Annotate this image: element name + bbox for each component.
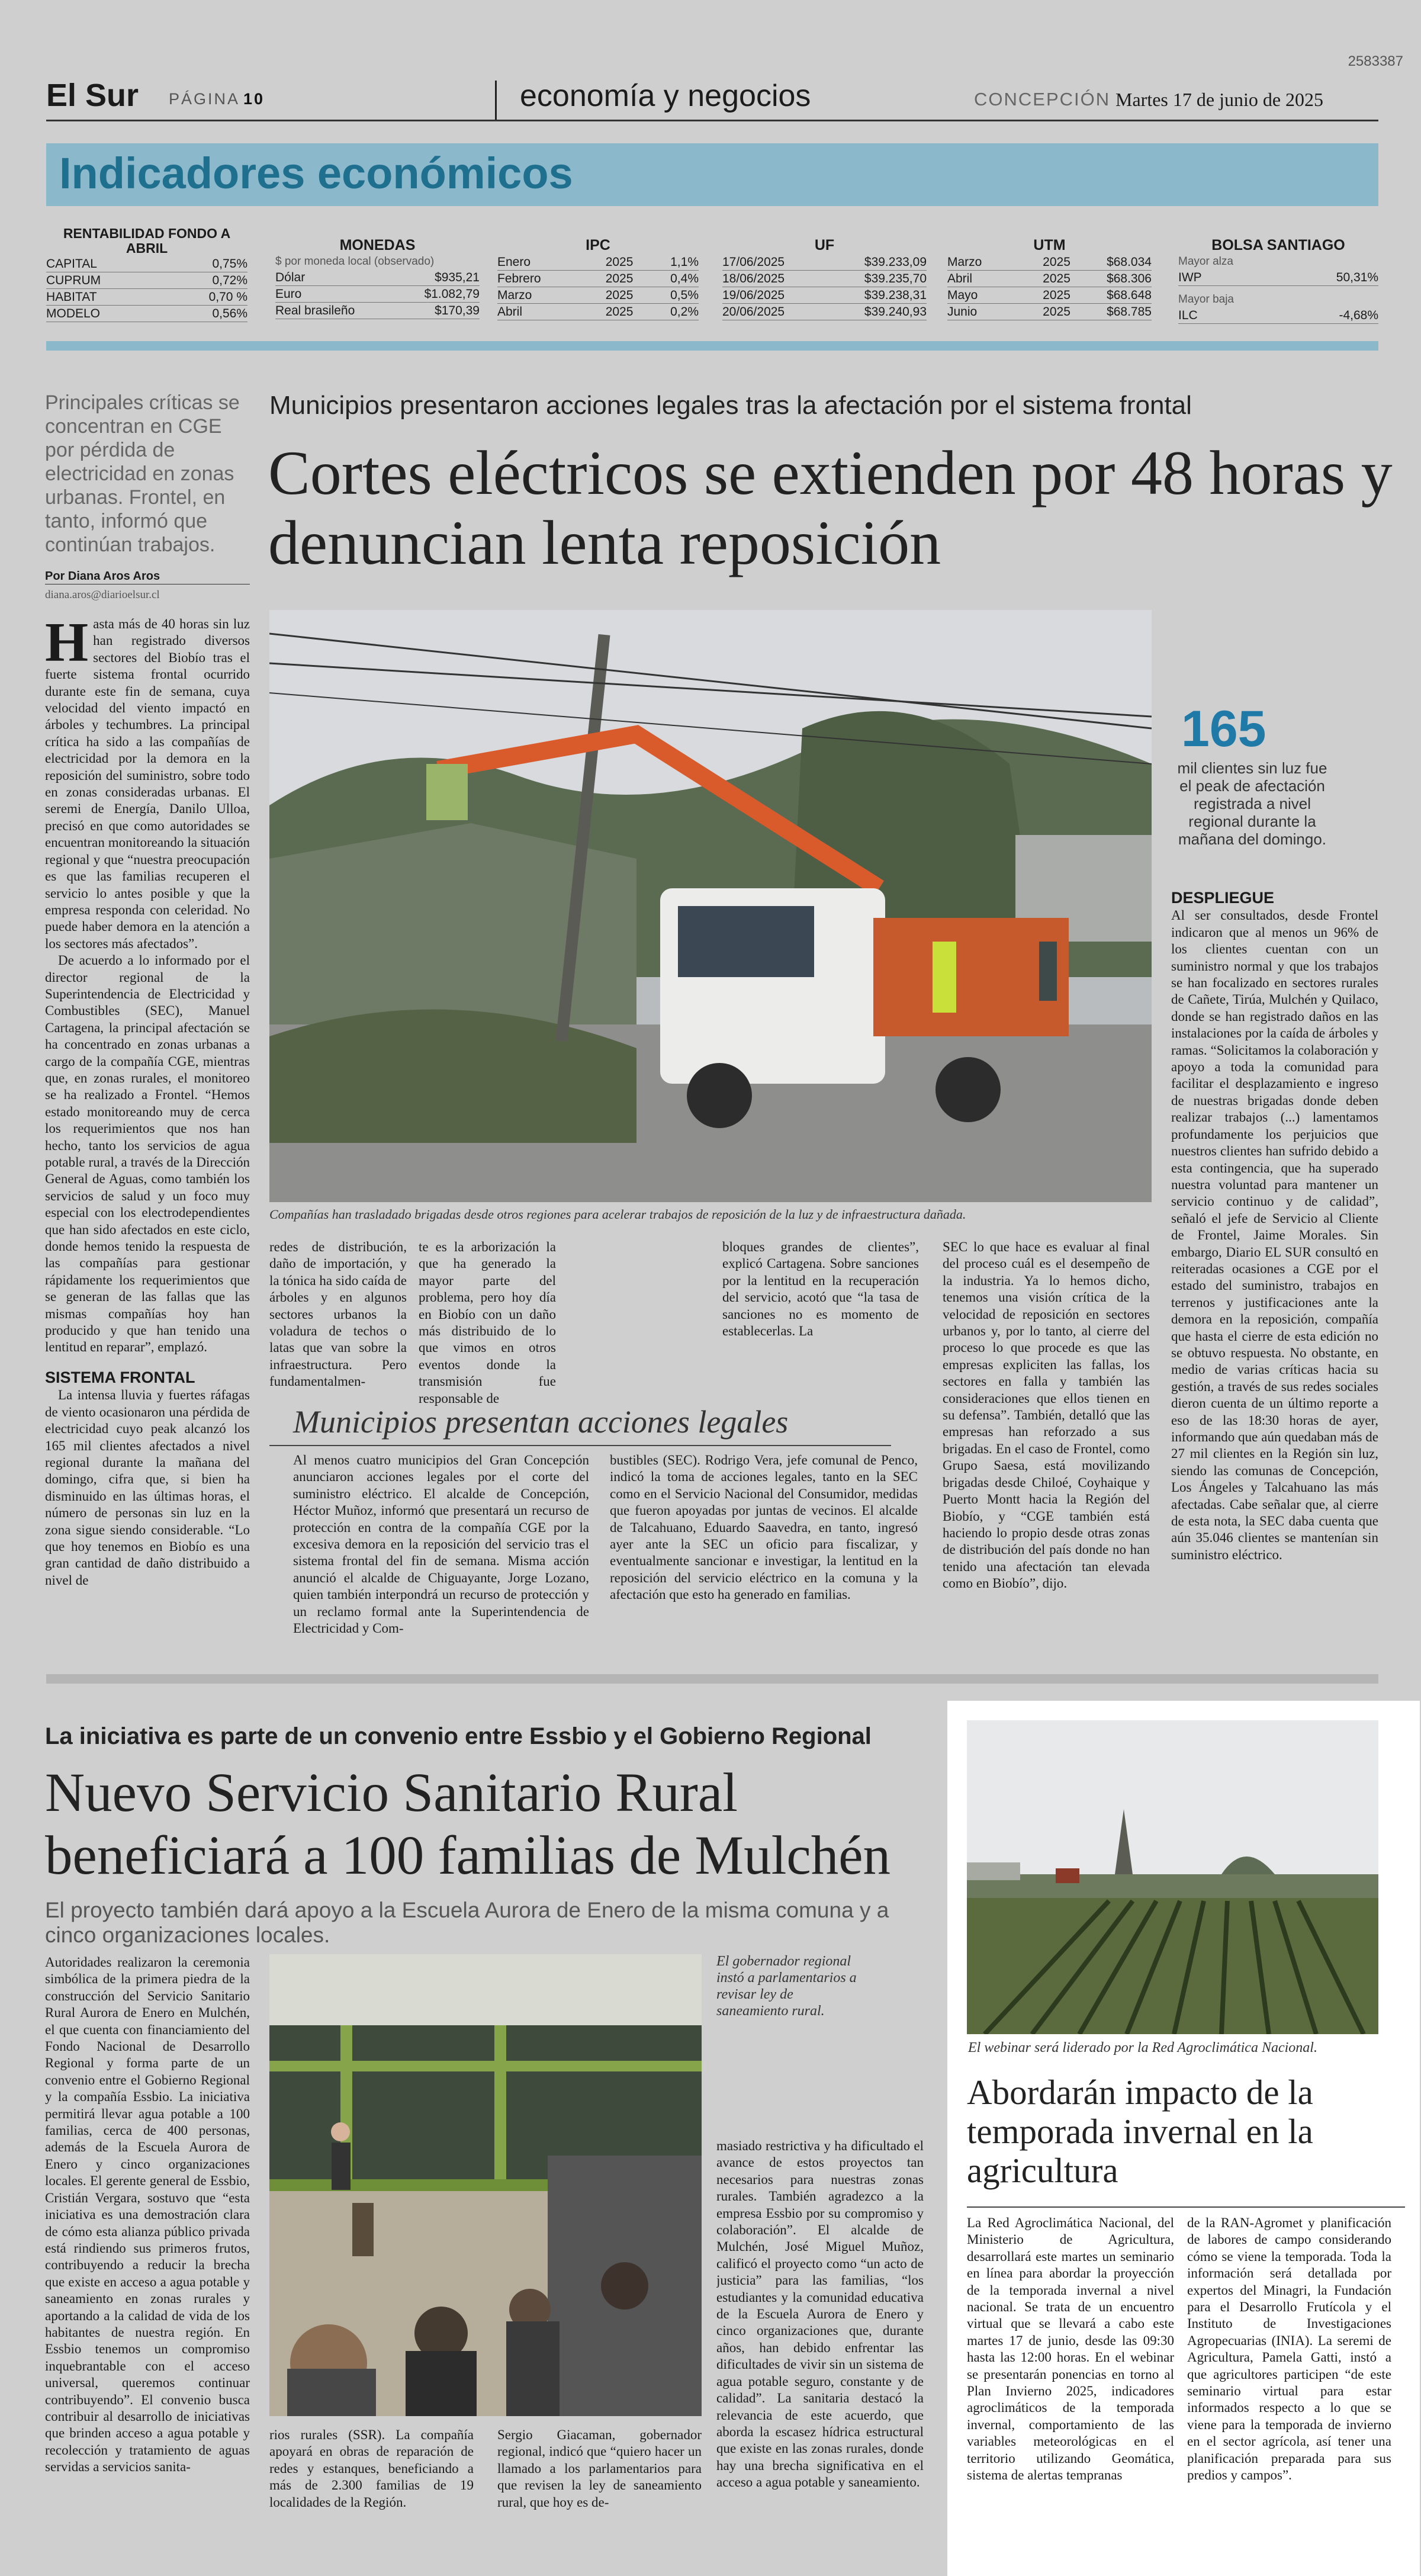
- row-label: Mayo: [947, 288, 978, 302]
- header-divider: [495, 81, 497, 120]
- row-label: Marzo: [497, 288, 532, 302]
- story2-column-4: [716, 2138, 924, 2564]
- newspaper-brand[interactable]: El Sur: [46, 78, 139, 113]
- bolsa-menor-label: Mayor baja: [1178, 293, 1234, 306]
- row-year: 2025: [1043, 305, 1070, 319]
- row-year: 2025: [605, 255, 634, 269]
- indicator-row: [722, 254, 927, 271]
- story1-column-4: [722, 1239, 919, 1340]
- row-value: $68.034: [1107, 255, 1152, 269]
- paragraph: bloques grandes de clientes”, explicó Cartagena. Sobre sanciones por la lentitud en la recuperación del servicio, acotó que “la tasa de sanciones no es momento de establecerlas. La: [722, 1239, 919, 1339]
- indicator-row: [497, 254, 699, 271]
- story1-stat-text: mil clientes sin luz fue el peak de afectación registrada a nivel regional durante la mañana del domingo.: [1177, 759, 1327, 848]
- story1-column-6: [1171, 889, 1378, 1655]
- row-value: $170,39: [435, 304, 480, 317]
- crop-field-image: [967, 1720, 1378, 2034]
- story2-subtitle: El proyecto también dará apoyo a la Escuela Aurora de Enero de la misma comuna y a cinco organizaciones locales.: [45, 1898, 889, 1947]
- row-label: Dólar: [275, 271, 306, 284]
- subhead-despliegue: DESPLIEGUE: [1171, 889, 1275, 907]
- row-label: HABITAT: [46, 290, 97, 304]
- paragraph: Sergio Giacaman, gobernador regional, indicó que “quiero hacer un llamado a los parlamentarios para que revisen la ley de saneamiento rural, que hoy es de-: [497, 2427, 702, 2510]
- row-value: $39.233,09: [864, 255, 927, 269]
- paragraph: asta más de 40 horas sin luz han registrado diversos sectores del Biobío tras el fuerte sistema frontal ocurrido durante este fin de semana, cuya velocidad del viento impactó en árboles y techumbres. La principal crítica ha sido a las compañías de electricidad por la demora en la reposición del suministro, sobre todo en zonas consideradas urbanas. El seremi de Energía, Danilo Ulloa, precisó en que como autoridades se encuentran monitoreando la situación regional y que “nuestra preocupación es que las familias recuperen el servicio lo antes posible y que la empresa responda con celeridad. No puede haber demora en la atención a los sectores más afectados”.: [45, 616, 250, 951]
- row-label: Real brasileño: [275, 304, 355, 317]
- row-label: Febrero: [497, 272, 541, 285]
- row-value: 0,72%: [212, 274, 247, 287]
- page-label: [169, 90, 265, 108]
- row-value: $68.648: [1107, 288, 1152, 302]
- story1-photo: [269, 610, 1152, 1202]
- story1-sidekick: Principales críticas se concentran en CGE por pérdida de electricidad en zonas urbanas. Frontel, en tanto, informó que continúan trabajos.: [45, 391, 240, 556]
- indicator-row: [1178, 269, 1378, 286]
- indicator-row: [497, 304, 699, 320]
- story3-column-1: [967, 2215, 1174, 2564]
- indicator-row: [275, 286, 480, 303]
- row-value: 50,31%: [1336, 271, 1378, 284]
- row-label: MODELO: [46, 307, 101, 320]
- indicator-ipc: [497, 237, 699, 320]
- row-value: $68.785: [1107, 305, 1152, 319]
- row-value: 0,75%: [212, 257, 247, 271]
- row-value: $935,21: [435, 271, 480, 284]
- indicator-uf: [722, 237, 927, 320]
- row-value: $1.082,79: [424, 287, 480, 301]
- page-label-text: PÁGINA: [169, 90, 240, 108]
- row-value: $39.238,31: [864, 288, 927, 302]
- page-number: 10: [243, 90, 265, 108]
- indicator-row: [497, 287, 699, 304]
- story1-byline: Por Diana Aros Aros: [45, 570, 160, 583]
- row-label: Euro: [275, 287, 302, 301]
- indicator-row: [947, 304, 1152, 320]
- indicator-rentabilidad: [46, 226, 247, 322]
- ceremony-image: [269, 1954, 702, 2416]
- indicator-utm: [947, 237, 1152, 320]
- story2-upper-title: La iniciativa es parte de un convenio entre Essbio y el Gobierno Regional: [45, 1723, 872, 1749]
- story3-photo: [967, 1720, 1378, 2034]
- paragraph: SEC lo que hace es evaluar al final del proceso cuál es el desempeño de la industria. Ya lo hemos dicho, tenemos una visión crítica de la velocidad de reposición en sectores urbanos y, por lo tanto, al cierre del proceso lo que procede es que las empresas expliciten las fallas, los sectores en falla y también las consideraciones que ellos tienen en su defensa”. También, detalló que las empresas han reforzado a sus brigadas. En el caso de Frontel, como Grupo Saesa, está movilizando brigadas desde Chiloé, Coyhaique y Puerto Montt hacia la Región del Biobío, y “CGE también está haciendo lo propio desde otras zonas de distribución del país donde no han tenido una afectación tan elevada como en Biobío”, dijo.: [943, 1239, 1150, 1591]
- story3-column-2: [1187, 2215, 1391, 2564]
- paragraph: de la RAN-Agromet y planificación de labores de campo considerando cómo se viene la temporada. Toda la información será detallada por expertos del Minagri, la Fundación para el Desarrollo Frutícola y el Instituto de Investigaciones Agropecuarias (INIA). La seremi de Agricultura, Pamela Gatti, instó a que agricultores participen “de este seminario virtual para estar informados respecto a lo que se viene para la temporada de invierno en el sector agrícola, así tener una planificación preparada para sus predios y campos”.: [1187, 2215, 1391, 2483]
- story2-column-1: [45, 1954, 250, 2564]
- row-value: -4,68%: [1339, 309, 1378, 322]
- monedas-subtitle: $ por moneda local (observado): [275, 255, 435, 268]
- story2-column-3: [497, 2427, 702, 2511]
- story1-email[interactable]: diana.aros@diarioelsur.cl: [45, 589, 160, 601]
- story2-pull-quote: El gobernador regional instó a parlamentarios a revisar ley de saneamiento rural.: [716, 1954, 857, 2019]
- indicator-row: [46, 289, 247, 306]
- indicator-row: [722, 287, 927, 304]
- row-value: $39.235,70: [864, 272, 927, 285]
- paragraph: bustibles (SEC). Rodrigo Vera, jefe comunal de Penco, indicó la toma de acciones legales, tanto en la SEC como en el Servicio Nacional del Consumidor, medidas que fueron apoyadas por juntas de vecinos. El alcalde de Talcahuano, Eduardo Saavedra, en tanto, ingresó ayer ante la SEC un oficio para fiscalizar, y eventualmente sancionar e investigar, la lentitud en la reposición del servicio eléctrico en la comuna y la afectación que esto ha generado en familias.: [610, 1453, 918, 1602]
- paragraph: te es la arborización la que ha generado la mayor parte del problema, pero hoy día en Biobío con un daño más distribuido de lo que vimos en otros eventos donde la transmisión fue responsable de: [419, 1239, 556, 1406]
- indicator-row: [275, 269, 480, 286]
- row-value: 0,2%: [670, 305, 699, 319]
- row-value: 1,1%: [670, 255, 699, 269]
- box-rule: [269, 1445, 891, 1446]
- row-year: 2025: [605, 288, 634, 302]
- row-value: $68.306: [1107, 272, 1152, 285]
- drop-cap: H: [45, 616, 89, 673]
- row-year: 2025: [1043, 255, 1070, 269]
- story1-column-2: [269, 1239, 407, 1390]
- row-label: CAPITAL: [46, 257, 97, 271]
- story1-column-5: [943, 1239, 1150, 1653]
- city-label: CONCEPCIÓN: [974, 89, 1111, 110]
- row-label: 19/06/2025: [722, 288, 785, 302]
- row-label: Junio: [947, 305, 978, 319]
- indicator-row: [497, 271, 699, 287]
- story2-headline: Nuevo Servicio Sanitario Rural beneficiará a 100 familias de Mulchén: [45, 1762, 890, 1886]
- row-label: 17/06/2025: [722, 255, 785, 269]
- indicator-row: [947, 254, 1152, 271]
- row-label: 20/06/2025: [722, 305, 785, 319]
- indicator-row: [947, 287, 1152, 304]
- monedas-title: MONEDAS: [339, 237, 416, 253]
- row-label: Abril: [947, 272, 973, 285]
- row-label: Abril: [497, 305, 523, 319]
- paragraph: Autoridades realizaron la ceremonia simbólica de la primera piedra de la construcción del Servicio Sanitario Rural Aurora de Enero en Mulchén, el que cuenta con financiamiento del Fondo Nacional de Desarrollo Regional y forma parte de un convenio entre el Gobierno Regional y la compañía Essbio. La iniciativa permitirá llevar agua potable a 100 familias, cerca de 400 personas, además de la Escuela Aurora de Enero y cinco organizaciones locales. El gerente general de Essbio, Cristián Vergara, sostuvo que “esta iniciativa es una demostración clara de cómo esta alianza público privada está rindiendo sus primeros frutos, contribuyendo a reducir la brecha que existe en acceso a agua potable y saneamiento en zonas rurales y aportando a la calidad de vida de los habitantes de nuestra región. En Essbio tenemos un compromiso inquebrantable con el acceso universal, queremos continuar contribuyendo”. El convenio busca contribuir al desarrollo de iniciativas que brinden acceso a agua potable y recolección y tratamiento de aguas servidas a servicios sanita-: [45, 1955, 250, 2475]
- box-column-2: [610, 1452, 918, 1647]
- page-reference-number: 2583387: [1348, 53, 1403, 69]
- indicator-monedas: [275, 237, 480, 319]
- story1-photo-caption: Compañías han trasladado brigadas desde otros regiones para acelerar trabajos de reposición de la luz y de infraestructura dañada.: [269, 1207, 966, 1222]
- bolsa-title: BOLSA SANTIAGO: [1211, 237, 1345, 253]
- paragraph: De acuerdo a lo informado por el director regional de la Superintendencia de Electricidad y Combustibles (SEC), Manuel Cartagena, la principal afectación se ha concentrado en zonas urbanas a cargo de la compañía CGE, mientras que, en zonas rurales, el monitoreo se ha realizado a Frontel. “Hemos estado monitoreando muy de cerca los requerimientos que nos han hecho, tanto los servicios de agua potable rural, a través de la Dirección General de Aguas, como también los servicios de salud y un foco muy especial con los electrodependientes que han sido afectados en este ciclo, donde hemos tenido la respuesta de las compañías para gestionar rápidamente los requerimientos que se generan de las fallas que las mismas compañías hoy han producido y que han tenido una lentitud en reparar”, emplazó.: [45, 953, 250, 1355]
- story1-stat-number: 165: [1181, 701, 1266, 757]
- indicator-row: [1178, 307, 1378, 324]
- section-separator: [46, 1674, 1378, 1684]
- section-title: economía y negocios: [520, 79, 811, 113]
- row-year: 2025: [605, 272, 634, 285]
- subhead-sistema-frontal: SISTEMA FRONTAL: [45, 1368, 195, 1386]
- utm-title: UTM: [1033, 237, 1066, 253]
- story3-rule: [967, 2206, 1405, 2208]
- story3-photo-caption: El webinar será liderado por la Red Agroclimática Nacional.: [968, 2040, 1317, 2055]
- indicator-row: [722, 271, 927, 287]
- story1-headline: Cortes eléctricos se extienden por 48 horas y denuncian lenta reposición: [268, 438, 1393, 577]
- indicator-row: [46, 306, 247, 322]
- paragraph: La intensa lluvia y fuertes ráfagas de viento ocasionaron una pérdida de electricidad cuyo peak alcanzó los 165 mil clientes afectados a nivel regional durante la mañana del domingo, cifra que, si bien ha disminuido en las últimas horas, el número de personas sin luz en la zona sigue siendo considerable. “Lo que hoy tenemos en Biobío es una gran cantidad de daño distribuido a nivel de: [45, 1387, 250, 1588]
- row-year: 2025: [605, 305, 634, 319]
- box-title: Municipios presentan acciones legales: [293, 1404, 789, 1440]
- indicator-row: [947, 271, 1152, 287]
- indicator-row: [46, 272, 247, 289]
- row-year: 2025: [1043, 288, 1070, 302]
- indicator-row: [722, 304, 927, 320]
- paragraph: rios rurales (SSR). La compañía apoyará en obras de reparación de redes y estanques, beneficiando a más de 2.300 familias de 19 localidades de la Región.: [269, 2427, 474, 2510]
- indicator-row: [46, 256, 247, 272]
- paragraph: Al ser consultados, desde Frontel indicaron que al menos un 96% de los clientes cuentan con un suministro normal y que los trabajos se han focalizado en sectores rurales de Cañete, Tirúa, Mulchén y Quilaco, donde se han registrado daños en las instalaciones por la caída de árboles y ramas. “Solicitamos la colaboración y apoyo a toda la comunidad para facilitar el desplazamiento e ingreso de nuestras brigadas donde deben realizar trabajos (...) lamentamos profundamente los perjuicios que nuestros clientes han sufrido debido a esta contingencia, que ha superado nuestra voluntad para mantener un servicio continuo y de calidad”, señaló el jefe de Servicio al Cliente de Frontel, Jaime Morales. Sin embargo, Diario EL SUR consultó en reiteradas ocasiones a CGE por el estado del suministro, trabajos en terrenos y justificaciones ante la demora en la reposición, compañía que hasta el cierre de esta edición no se obtuvo respuesta. No obstante, en medio de varias críticas hacia su gestión, a través de sus redes sociales dieron cuenta de un último reporte a eso de las 18:30 horas de ayer, informando que aún quedaban más de 27 mil clientes en la Región sin luz, siendo las comunas de Concepción, Los Ángeles y Talcahuano las más afectadas. Cabe señalar que, al cierre de esta nota, la SEC daba cuenta que aún 35.046 clientes se mantenían sin suministro eléctrico.: [1171, 908, 1378, 1562]
- story1-upper-title: Municipios presentaron acciones legales tras la afectación por el sistema frontal: [269, 391, 1192, 420]
- row-label: ILC: [1178, 309, 1198, 322]
- rentabilidad-title: RENTABILIDAD FONDO A ABRIL: [63, 226, 231, 256]
- story1-column-1: [45, 616, 250, 1636]
- row-label: CUPRUM: [46, 274, 101, 287]
- paragraph: redes de distribución, daño de importación, y la tónica ha sido caída de árboles y en algunos sectores urbanos la voladura de techos o latas que van sobre la infraestructura. Pero fundamentalmen-: [269, 1239, 407, 1389]
- indicator-bolsa: [1178, 237, 1378, 324]
- bolsa-mayor-label: Mayor alza: [1178, 255, 1233, 268]
- row-value: 0,70 %: [208, 290, 247, 304]
- ipc-title: IPC: [586, 237, 610, 253]
- paragraph: masiado restrictiva y ha dificultado el avance de estos proyectos tan necesarios para nuestras zonas rurales. También agradezco a la empresa Essbio por su compromiso y colaboración”. El alcalde de Mulchén, José Miguel Muñoz, calificó el proyecto como “un acto de justicia” para las familias, “los estudiantes y la comunidad educativa de la Escuela Aurora de Enero y cinco organizaciones que, durante años, han debido enfrentar las dificultades de vivir sin un sistema de agua potable seguro, constante y de calidad”. La sanitaria destacó la relevancia de este acuerdo, que aborda la escasez hídrica estructural que existe en las zonas rurales, donde hay una brecha significativa en el acceso a agua potable y saneamiento.: [716, 2138, 924, 2490]
- row-value: 0,5%: [670, 288, 699, 302]
- row-value: $39.240,93: [864, 305, 927, 319]
- row-label: 18/06/2025: [722, 272, 785, 285]
- row-value: 0,56%: [212, 307, 247, 320]
- paragraph: Al menos cuatro municipios del Gran Concepción anunciaron acciones legales por el corte del suministro eléctrico. El alcalde de Concepción, Héctor Muñoz, informó que presentará un recurso de protección en contra de la compañía CGE por la excesiva demora en la reposición del servicio tras el sistema frontal del fin de semana. Misma acción anunció el alcalde de Chiguayante, Jorge Lozano, quien también interpondrá un recurso de protección y un reclamo formal ante la Superintendencia de Electricidad y Com-: [293, 1453, 589, 1636]
- indicators-bottom-bar: [46, 341, 1378, 351]
- paragraph: La Red Agroclimática Nacional, del Ministerio de Agricultura, desarrollará este martes un seminario en línea para abordar la proyección de la temporada invernal a nivel nacional. Se trata de un encuentro virtual que se llevará a cabo este martes 17 de junio, desde las 09:30 hasta las 12:00 horas. En el webinar se presentarán ponencias en torno al Plan Invierno 2025, indicadores agroclimáticos de la temporada invernal, comportamiento de las variables meteorológicas en el territorio utilizando Geomática, sistema de alertas tempranas: [967, 2215, 1174, 2483]
- row-label: Marzo: [947, 255, 982, 269]
- story2-column-2: [269, 2427, 474, 2511]
- row-year: 2025: [1043, 272, 1070, 285]
- header-rule: [46, 120, 1378, 121]
- story2-photo: [269, 1954, 702, 2416]
- uf-title: UF: [814, 237, 835, 253]
- utility-truck-image: [269, 610, 1152, 1202]
- row-value: 0,4%: [670, 272, 699, 285]
- indicator-row: [275, 303, 480, 319]
- indicators-title: Indicadores económicos: [59, 149, 573, 198]
- story1-column-3: [419, 1239, 556, 1407]
- box-column-1: [293, 1452, 589, 1647]
- issue-date: Martes 17 de junio de 2025: [1115, 89, 1324, 110]
- row-label: Enero: [497, 255, 531, 269]
- row-label: IWP: [1178, 271, 1202, 284]
- story3-headline: Abordarán impacto de la temporada invernal en la agricultura: [967, 2073, 1313, 2190]
